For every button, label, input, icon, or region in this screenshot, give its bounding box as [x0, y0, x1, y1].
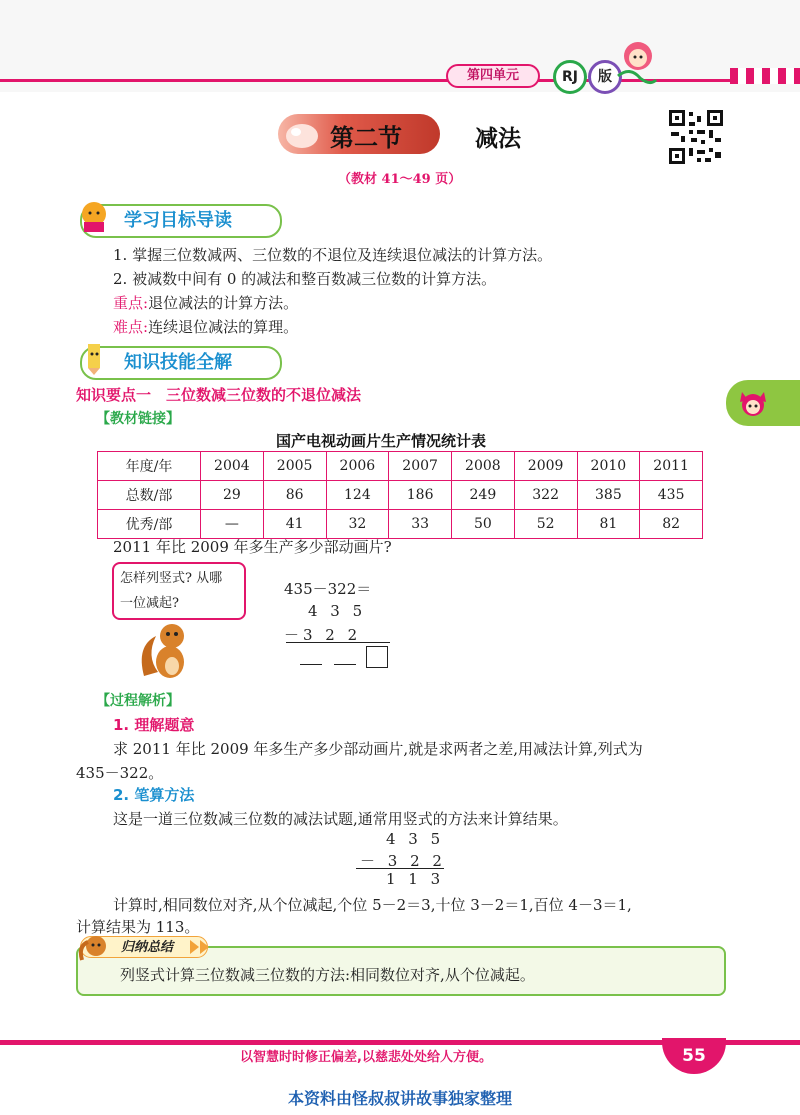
- explain-line-2: 计算结果为 113。: [76, 918, 200, 936]
- goal-item-2: 2. 被减数中间有 0 的减法和整百数减三位数的计算方法。: [113, 270, 497, 288]
- table-cell: 124: [326, 481, 389, 510]
- table-row: [98, 510, 703, 539]
- table-cell: 82: [640, 510, 703, 539]
- table-cell: 41: [263, 510, 326, 539]
- vertical-subtrahend: －3 2 2: [284, 626, 362, 644]
- table-cell: 2004: [201, 452, 264, 481]
- hard-point: [113, 316, 298, 337]
- table-cell: 2006: [326, 452, 389, 481]
- expression: 435－322＝: [284, 580, 372, 598]
- table-cell: 2010: [577, 452, 640, 481]
- table-cell: 29: [201, 481, 264, 510]
- step2-line-1: 这是一道三位数减三位数的减法试题,通常用竖式的方法来计算结果。: [113, 810, 568, 828]
- footer-credit: 本资料由怪叔叔讲故事独家整理: [287, 1089, 512, 1108]
- goal-item-1: 1. 掌握三位数减两、三位数的不退位及连续退位减法的计算方法。: [113, 246, 553, 264]
- rj-badge: RJ: [553, 60, 587, 94]
- key-point-text: 退位减法的计算方法。: [148, 294, 299, 312]
- table-cell: 81: [577, 510, 640, 539]
- speech-line-1: 怎样列竖式? 从哪: [120, 571, 223, 586]
- step1-title: 1. 理解题意: [113, 716, 195, 734]
- page-number: 55: [662, 1038, 726, 1074]
- qr-code-icon[interactable]: [667, 108, 725, 166]
- table-cell: 435: [640, 481, 703, 510]
- fox-mascot-icon: [610, 36, 660, 88]
- key-point: [113, 292, 298, 313]
- calc-rule: [356, 868, 444, 869]
- apple-icon: [282, 118, 322, 150]
- process-label: 【过程解析】: [96, 693, 180, 709]
- pencil-mascot-icon: [76, 340, 112, 376]
- table-header-row: [98, 452, 703, 481]
- answer-blank[interactable]: [334, 664, 356, 665]
- step1-line-1: 求 2011 年比 2009 年多生产多少部动画片,就是求两者之差,用减法计算,列式为: [113, 740, 643, 758]
- table-cell: 50: [452, 510, 515, 539]
- key-point-label: 重点:: [113, 294, 149, 312]
- answer-blank[interactable]: [300, 664, 322, 665]
- section-title: 减法: [475, 125, 521, 152]
- table-cell: 总数/部: [98, 481, 201, 510]
- speech-line-2: 一位减起?: [120, 596, 179, 611]
- question-text: 2011 年比 2009 年多生产多少部动画片?: [113, 538, 392, 556]
- table-cell: 2008: [452, 452, 515, 481]
- table-cell: 33: [389, 510, 452, 539]
- vertical-minuend: 4 3 5: [308, 602, 367, 620]
- stats-table: [97, 451, 703, 539]
- link-label: 【教材链接】: [96, 411, 180, 427]
- checker-decoration: [730, 68, 800, 84]
- unit-label: 第四单元: [446, 64, 540, 88]
- table-cell: 年度/年: [98, 452, 201, 481]
- table-cell: 186: [389, 481, 452, 510]
- goals-label: 学习目标导读: [80, 204, 282, 238]
- explain-line-1: 计算时,相同数位对齐,从个位减起,个位 5－2＝3,十位 3－2＝1,百位 4－3＝1,: [113, 896, 632, 914]
- section-pages: （教材 41～49 页）: [338, 172, 462, 187]
- vertical-rule: [286, 642, 390, 643]
- fox-face-icon: [738, 388, 768, 418]
- answer-box[interactable]: [366, 646, 388, 668]
- table-cell: 249: [452, 481, 515, 510]
- table-cell: 385: [577, 481, 640, 510]
- squirrel-icon: [136, 616, 196, 682]
- fox-reading-icon: [76, 198, 112, 234]
- table-cell: —: [201, 510, 264, 539]
- footer-motto: 以智慧时时修正偏差,以慈悲处处给人方便。: [240, 1050, 492, 1065]
- speech-bubble: [112, 562, 246, 620]
- table-cell: 86: [263, 481, 326, 510]
- hard-point-label: 难点:: [113, 318, 149, 336]
- table-caption: 国产电视动画片生产情况统计表: [276, 432, 487, 450]
- calc-result: 1 1 3: [386, 870, 445, 888]
- summary-tag: 归纳总结: [80, 936, 208, 958]
- summary-text: 列竖式计算三位数减三位数的方法:相同数位对齐,从个位减起。: [120, 966, 535, 984]
- table-cell: 2011: [640, 452, 703, 481]
- table-row: [98, 481, 703, 510]
- table-cell: 322: [514, 481, 577, 510]
- table-cell: 52: [514, 510, 577, 539]
- table-cell: 2005: [263, 452, 326, 481]
- section-number: 第二节: [330, 123, 402, 152]
- point-title: 知识要点一 三位数减三位数的不退位减法: [76, 386, 362, 404]
- calc-subtrahend: － 3 2 2: [360, 852, 446, 870]
- squirrel-small-icon: [78, 932, 110, 962]
- table-cell: 2009: [514, 452, 577, 481]
- table-cell: 32: [326, 510, 389, 539]
- step1-line-2: 435－322。: [76, 764, 164, 782]
- hard-point-text: 连续退位减法的算理。: [148, 318, 299, 336]
- double-arrow-icon: [190, 940, 212, 954]
- step2-title: 2. 笔算方法: [113, 786, 195, 804]
- knowledge-label: 知识技能全解: [80, 346, 282, 380]
- calc-minuend: 4 3 5: [386, 830, 445, 848]
- table-cell: 优秀/部: [98, 510, 201, 539]
- edition-badge: 版: [588, 60, 622, 94]
- table-cell: 2007: [389, 452, 452, 481]
